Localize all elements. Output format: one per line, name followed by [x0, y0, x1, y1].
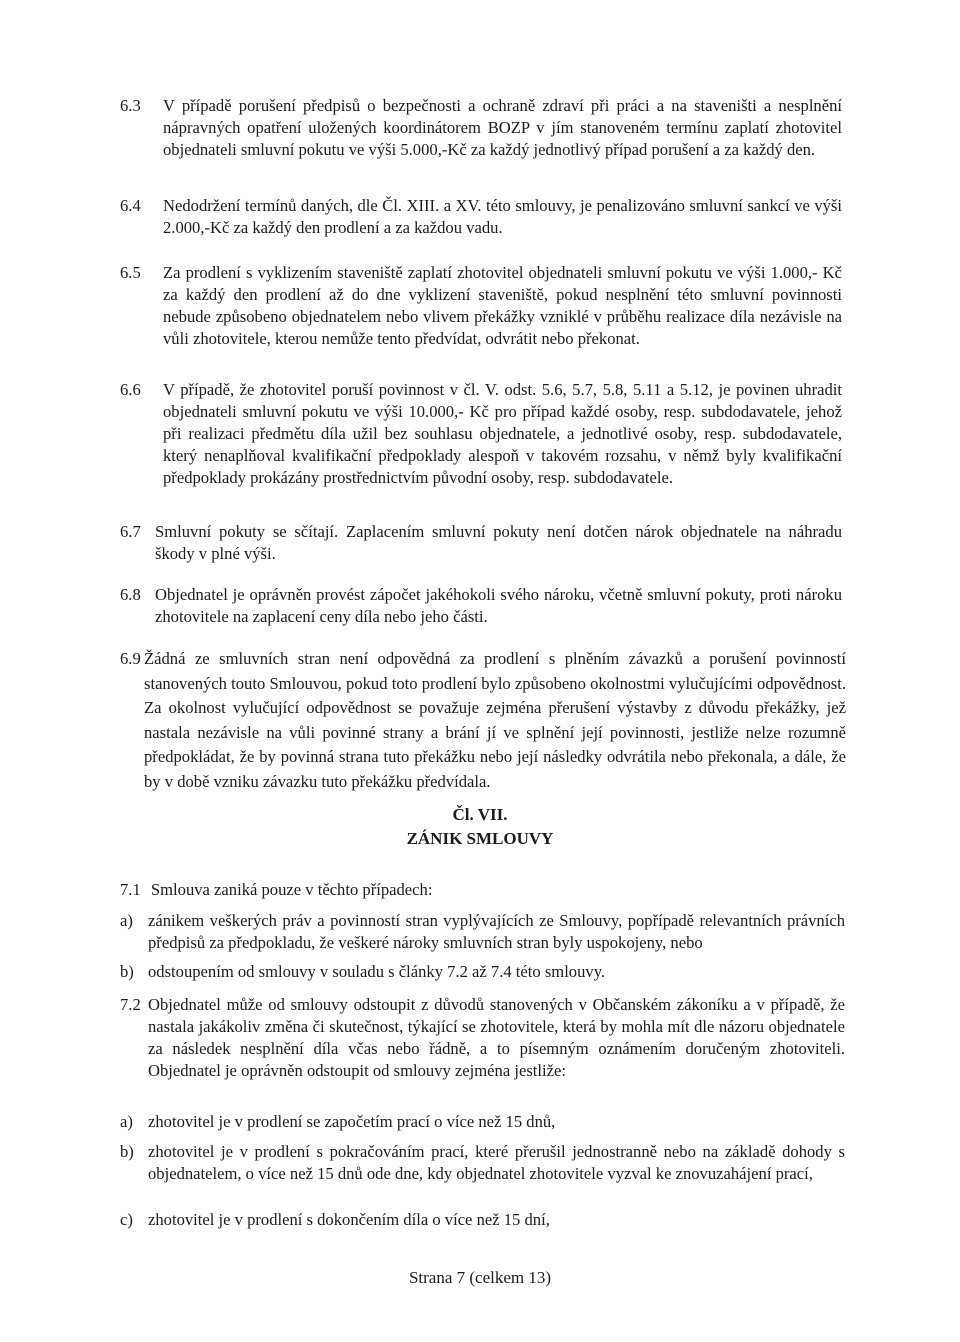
clause-number: 6.5 — [120, 263, 141, 282]
article-title: ZÁNIK SMLOUVY — [406, 829, 554, 848]
clause-text: Smluvní pokuty se sčítají. Zaplacením smluvní pokuty není dotčen nárok objednatele na náhradu škody v plné výši. — [155, 522, 842, 563]
clause-text: V případě, že zhotovitel poruší povinnost v čl. V. odst. 5.6, 5.7, 5.8, 5.11 a 5.12, je povinen uhradit objednateli smluvní pokutu ve výši 10.000,- Kč pro případ každé osoby, resp. subdodavatele, jehož při realizaci předmětu díla užil bez souhlasu objednatele, a jednotlivé osoby, resp. subdodavatele, který nenaplňoval kvalifikační předpoklady alespoň v takovém rozsahu, v němž byly kvalifikační předpoklady prokázány prostřednictvím původní osoby, resp. subdodavatele. — [163, 380, 842, 487]
clause-7-2 — [120, 994, 845, 1082]
clause-intro: Smlouva zaniká pouze v těchto případech: — [150, 880, 433, 899]
page-number-footer: Strana 7 (celkem 13) — [408, 1268, 552, 1287]
list-marker: c) — [120, 1210, 133, 1229]
list-marker: b) — [120, 1142, 134, 1161]
list-item-7-1-b — [120, 961, 845, 983]
clause-6-5 — [120, 262, 842, 350]
list-item-text: zhotovitel je v prodlení s dokončením díla o více než 15 dní, — [148, 1210, 550, 1229]
clause-number: 6.7 — [120, 522, 141, 541]
clause-text: V případě porušení předpisů o bezpečnosti a ochraně zdraví při práci a na staveništi a nesplnění nápravných opatření uložených koordinátorem BOZP v jím stanoveném termínu zaplatí zhotovitel objednateli smluvní pokutu ve výši 5.000,-Kč za každý jednotlivý případ porušení a za každý den. — [163, 96, 842, 159]
clause-number: 6.6 — [120, 380, 141, 399]
clause-text: Nedodržení termínů daných, dle Čl. XIII. a XV. této smlouvy, je penalizováno smluvní sankcí ve výši 2.000,-Kč za každý den prodlení a za každou vadu. — [163, 196, 842, 237]
clause-6-8 — [120, 584, 842, 628]
clause-6-7 — [120, 521, 842, 565]
list-item-text: zánikem veškerých práv a povinností stran vyplývajících ze Smlouvy, popřípadě relevantních právních předpisů za předpokladu, že veškeré nároky smluvních stran byly uspokojeny, nebo — [148, 911, 845, 952]
clause-number: 6.3 — [120, 96, 141, 115]
list-item-7-1-a — [120, 910, 845, 954]
clause-7-1 — [120, 879, 845, 901]
clause-number: 7.2 — [120, 995, 141, 1014]
list-item-7-2-b — [120, 1141, 845, 1185]
clause-number: 6.8 — [120, 585, 141, 604]
list-item-7-2-a — [120, 1111, 845, 1133]
clause-text: Objednatel může od smlouvy odstoupit z důvodů stanovených v Občanském zákoníku a v případě, že nastala jakákoliv změna či skutečnost, týkající se zhotovitele, která by mohla mít dle názoru objednatele za následek nesplnění díla včas nebo řádně, a to písemným oznámením doručeným zhotoviteli. Objednatel je oprávněn odstoupit od smlouvy zejména jestliže: — [148, 995, 845, 1080]
article-number: Čl. VII. — [452, 805, 508, 824]
clause-6-6 — [120, 379, 842, 489]
list-marker: b) — [120, 962, 134, 981]
clause-number: 6.9 — [120, 649, 141, 668]
clause-6-3 — [120, 95, 842, 161]
list-item-7-2-c — [120, 1209, 845, 1231]
clause-number: 6.4 — [120, 196, 141, 215]
clause-text: Za prodlení s vyklizením staveniště zaplatí zhotovitel objednateli smluvní pokutu ve výši 1.000,- Kč za každý den prodlení až do dne vyklizení staveniště, pokud nesplnění této smluvní povinnosti nebude způsobeno objednatelem nebo vlivem překážky vzniklé v průběhu realizace díla nezávisle na vůli zhotovitele, kterou nemůže tento předvídat, odvrátit nebo překonat. — [163, 263, 842, 348]
clause-number: 7.1 — [120, 880, 141, 899]
list-item-text: zhotovitel je v prodlení se započetím prací o více než 15 dnů, — [148, 1112, 556, 1131]
clause-text: Žádná ze smluvních stran není odpovědná za prodlení s plněním závazků a porušení povinností stanovených touto Smlouvou, pokud toto prodlení bylo způsobeno okolnostmi vylučujícími odpovědnost. Za okolnost vylučující odpovědnost se považuje zejména přerušení výstavby z důvodu překážky, jež nastala nezávisle na vůli povinné strany a brání jí ve splnění její povinnosti, jestliže nelze rozumně předpokládat, že by povinná strana tuto překážku nebo její následky odvrátila nebo překonala, a dále, že by v době vzniku závazku tuto překážku předvídala. — [144, 649, 846, 791]
list-marker: a) — [120, 911, 133, 930]
clause-text: Objednatel je oprávněn provést zápočet jakéhokoli svého nároku, včetně smluvní pokuty, proti nároku zhotovitele na zaplacení ceny díla nebo jeho části. — [155, 585, 842, 626]
list-marker: a) — [120, 1112, 133, 1131]
clause-6-4 — [120, 195, 842, 239]
list-item-text: odstoupením od smlouvy v souladu s články 7.2 až 7.4 této smlouvy. — [148, 962, 606, 981]
clause-6-9 — [120, 647, 846, 795]
list-item-text: zhotovitel je v prodlení s pokračováním prací, které přerušil jednostranně nebo na základě dohody s objednatelem, o více než 15 dnů ode dne, kdy objednatel zhotovitele vyzval ke znovuzahájení prací, — [148, 1142, 845, 1183]
